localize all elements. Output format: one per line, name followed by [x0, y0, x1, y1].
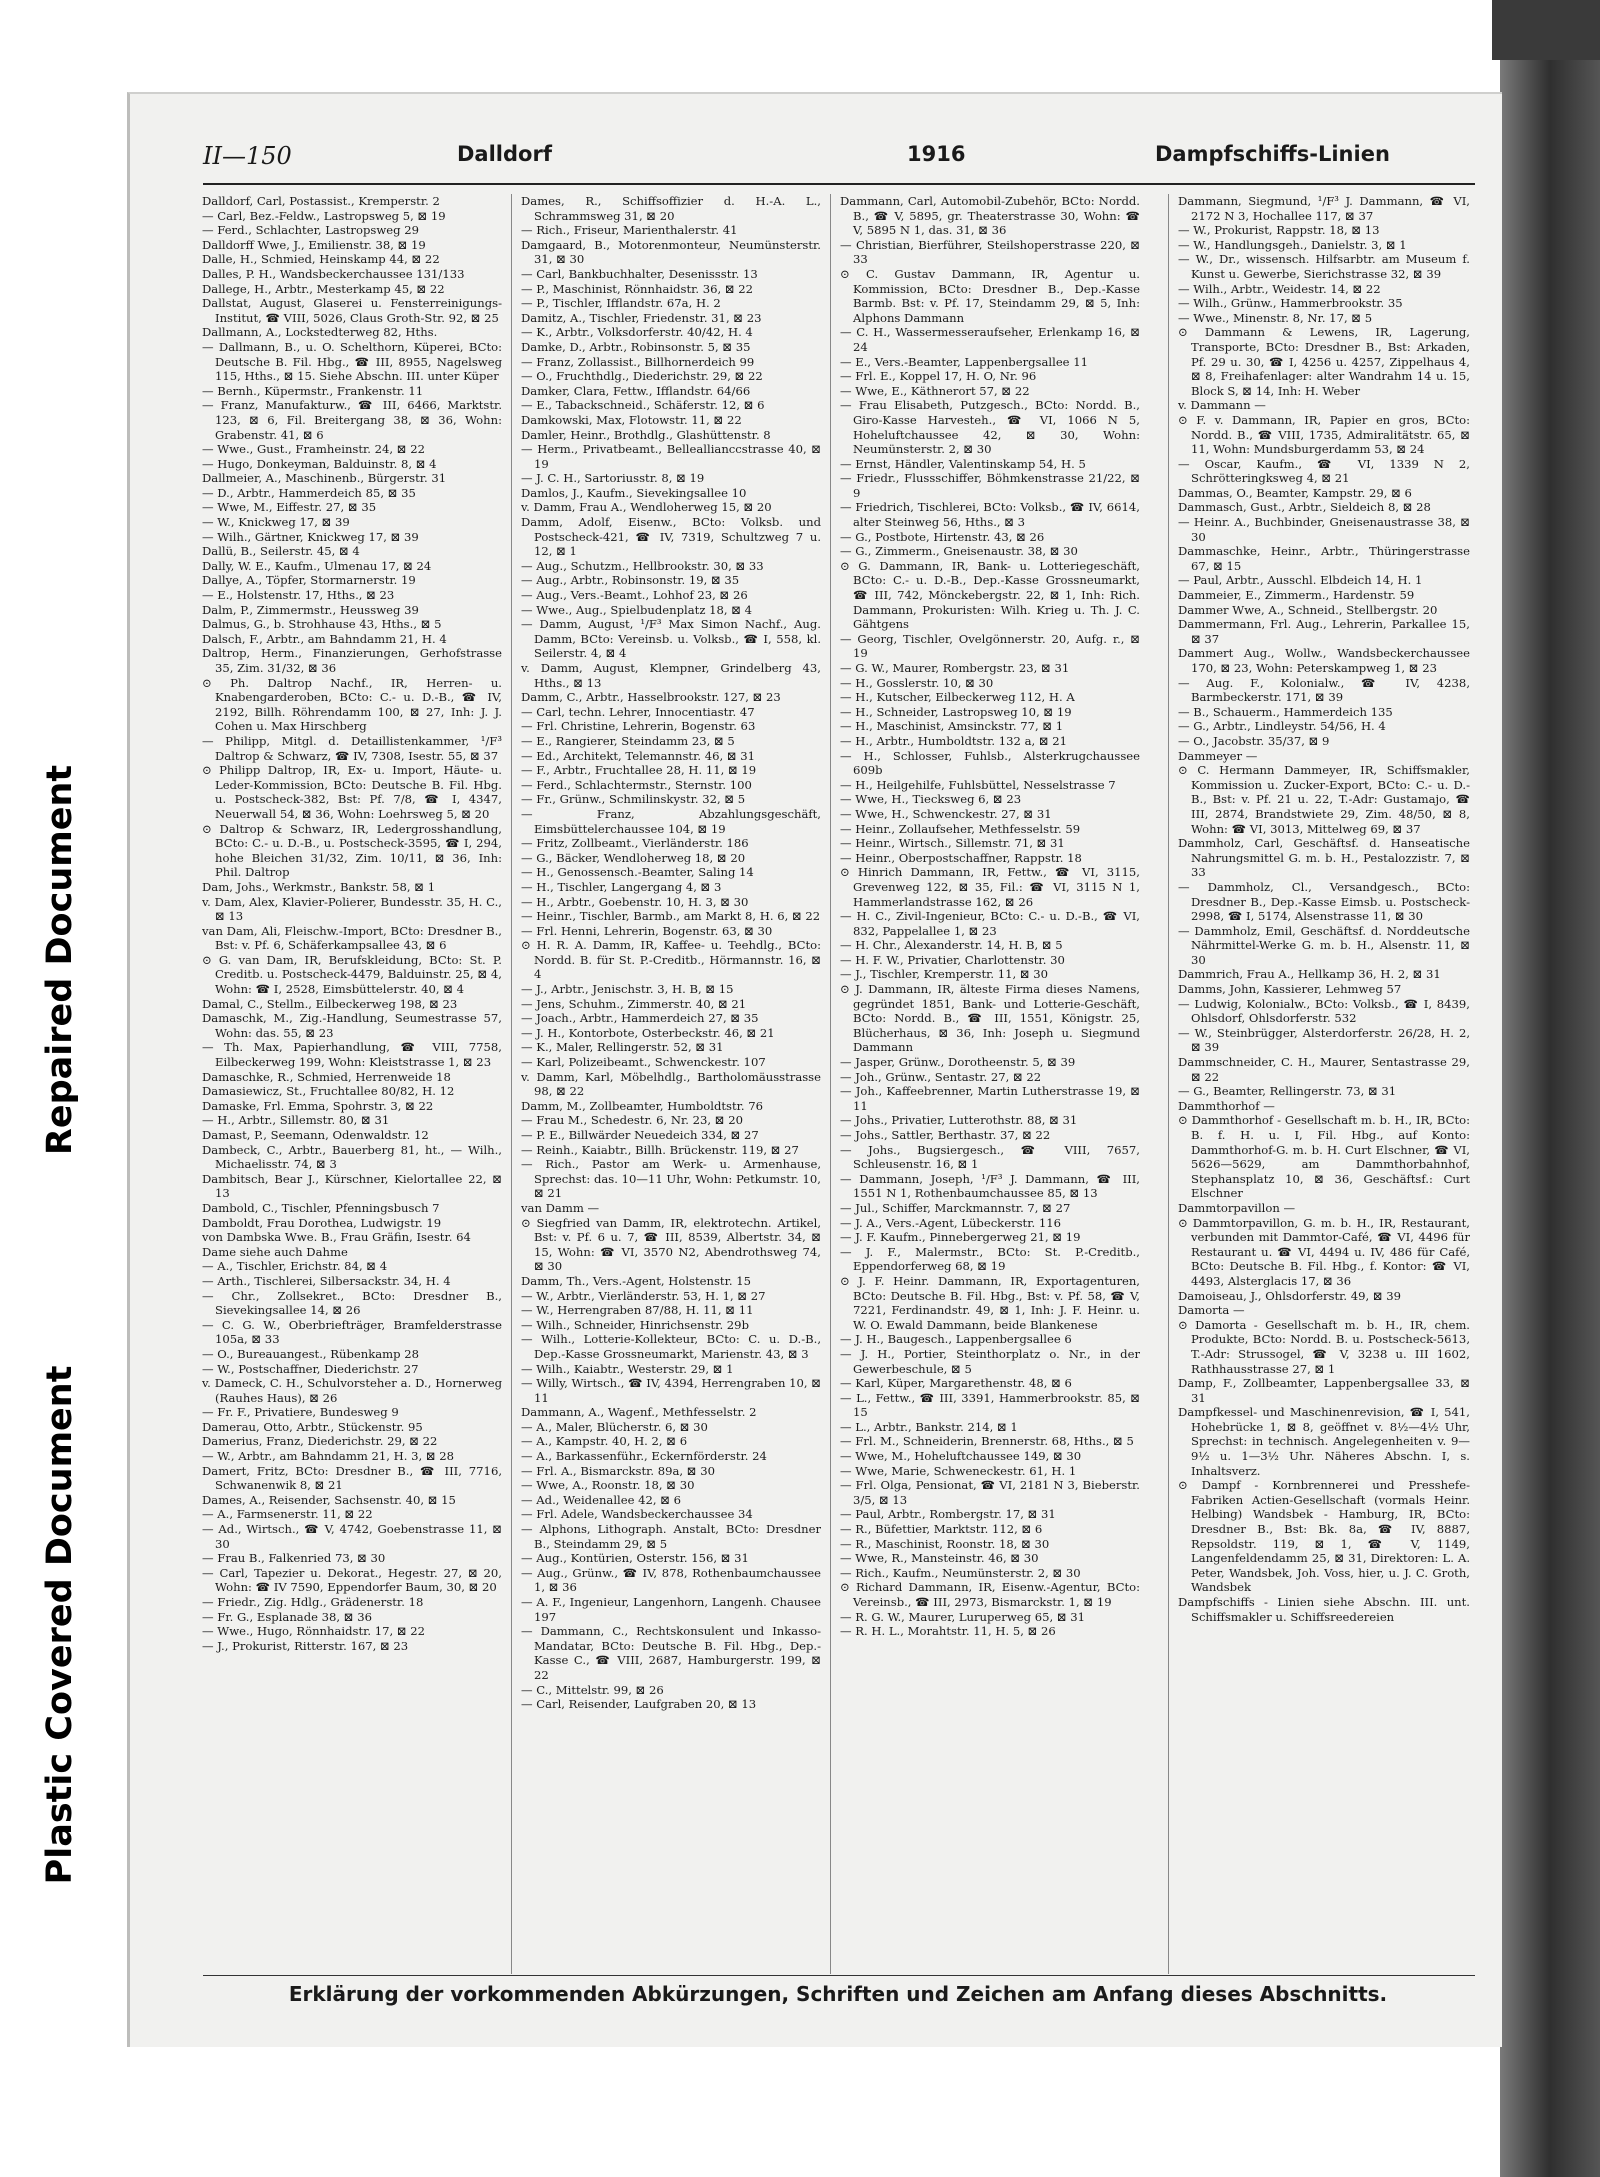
directory-entry: Damal, C., Stellm., Eilbeckerweg 198, ⊠ 23	[202, 996, 458, 1011]
directory-entry: ⊙ Damorta - Gesellschaft m. b. H., IR, chem. Produkte, BCto: Nordd. B. u. Postscheck-5613, T.-Adr: Strussogel, ☎ V, 3238 u. III 1602, Rathhausstrasse 27, ⊠ 1	[1178, 1317, 1470, 1376]
directory-entry: — Willy, Wirtsch., ☎ IV, 4394, Herrengraben 10, ⊠ 11	[521, 1376, 821, 1405]
directory-entry: — Wwe, A., Roonstr. 18, ⊠ 30	[521, 1478, 695, 1493]
directory-entry: — Carl, Tapezier u. Dekorat., Hegestr. 27, ⊠ 20, Wohn: ☎ IV 7590, Eppendorfer Baum, 30, ⊠ 20	[202, 1565, 502, 1595]
directory-entry: — Wwe, M., Eiffestr. 27, ⊠ 35	[202, 500, 377, 515]
directory-entry: — Fritz, Zollbeamt., Vierländerstr. 186	[521, 836, 749, 851]
directory-entry: Dames, A., Reisender, Sachsenstr. 40, ⊠ 15	[202, 1492, 456, 1507]
directory-entry: — Heinr. A., Buchbinder, Gneisenaustrasse 38, ⊠ 30	[1178, 515, 1470, 544]
directory-entry: Damboldt, Frau Dorothea, Ludwigstr. 19	[202, 1215, 442, 1230]
directory-entry: — Carl, Reisender, Laufgraben 20, ⊠ 13	[521, 1697, 757, 1712]
directory-entry: — O., Bureauangest., Rübenkamp 28	[202, 1346, 419, 1361]
directory-entry: — J. C. H., Sartoriusstr. 8, ⊠ 19	[521, 471, 705, 486]
directory-entry: — Ferd., Schlachter, Lastropsweg 29	[202, 223, 419, 238]
footer-rule	[203, 1975, 1475, 1976]
directory-entry: — Wwe, E., Käthnerort 57, ⊠ 22	[840, 383, 1030, 398]
directory-entry: Dam, Johs., Werkmstr., Bankstr. 58, ⊠ 1	[202, 879, 436, 894]
directory-entry: — H., Gosslerstr. 10, ⊠ 30	[840, 675, 994, 690]
directory-entry: — A., Kampstr. 40, H. 2, ⊠ 6	[521, 1434, 688, 1449]
directory-entry: — Frau M., Schedestr. 6, Nr. 23, ⊠ 20	[521, 1113, 743, 1128]
directory-entry: Dammaschke, Heinr., Arbtr., Thüringerstrasse 67, ⊠ 15	[1178, 544, 1470, 573]
directory-entry: — L., Arbtr., Bankstr. 214, ⊠ 1	[840, 1419, 1018, 1434]
directory-entry: ⊙ C. Hermann Dammeyer, IR, Schiffsmakler, Kommission u. Zucker-Export, BCto: C.- u. D.-B., Bst: v. Pf. 21 u. 22, T.-Adr: Gustamajo, ☎ III, 2874, Brandstwiete 29, Zim. 48/50, ⊠ 8, Wohn: ☎ VI, 3013, Mittelweg 69, ⊠ 37	[1178, 763, 1470, 836]
directory-entry: — Heinr., Oberpostschaffner, Rappstr. 18	[840, 850, 1082, 865]
directory-entry: Dallmann, A., Lockstedterweg 82, Hths.	[202, 325, 438, 340]
directory-entry: — W., Dr., wissensch. Hilfsarbtr. am Museum f. Kunst u. Gewerbe, Sierichstrasse 32, ⊠ 39	[1178, 252, 1470, 281]
directory-entry: — Joh., Kaffeebrenner, Martin Lutherstrasse 19, ⊠ 11	[840, 1084, 1140, 1113]
directory-entry: — A., Tischler, Erichstr. 84, ⊠ 4	[202, 1259, 388, 1274]
directory-entry: Dambold, C., Tischler, Pfenningsbusch 7	[202, 1200, 440, 1215]
directory-entry: — Frl. A., Bismarckstr. 89a, ⊠ 30	[521, 1463, 715, 1478]
directory-entry: v. Dammann —	[1178, 398, 1266, 413]
directory-entry: — Heinr., Zollaufseher, Methfesselstr. 59	[840, 821, 1081, 836]
directory-entry: — W., Arbtr., am Bahndamm 21, H. 3, ⊠ 28	[202, 1449, 455, 1464]
directory-entry: Dalmus, G., b. Strohhause 43, Hths., ⊠ 5	[202, 617, 442, 632]
directory-entry: — Wwe, H., Schwenckestr. 27, ⊠ 31	[840, 806, 1052, 821]
directory-entry: — Karl, Küper, Margarethenstr. 48, ⊠ 6	[840, 1376, 1072, 1391]
directory-entry: — Reinh., Kaiabtr., Billh. Brückenstr. 119, ⊠ 27	[521, 1142, 799, 1157]
directory-entry: Dammann, Carl, Automobil-Zubehör, BCto: Nordd. B., ☎ V, 5895, gr. Theaterstrasse 30, Wohn: ☎ V, 5895 N 1, das. 31, ⊠ 36	[840, 194, 1140, 238]
directory-entry: — Franz, Zollassist., Billhornerdeich 99	[521, 354, 755, 369]
directory-entry: ⊙ G. Dammann, IR, Bank- u. Lotteriegeschäft, BCto: C.- u. D.-B., Dep.-Kasse Grossneumarkt, ☎ III, 742, Mönckebergstr. 22, ⊠ 1, Inh: Rich. Dammann, Prokuristen: Wilh. Krieg u. Th. J. C. Gähtgens	[840, 558, 1140, 632]
directory-entry: — Frau B., Falkenried 73, ⊠ 30	[202, 1551, 386, 1566]
directory-entry: — Wilh., Arbtr., Weidestr. 14, ⊠ 22	[1178, 281, 1381, 296]
column-4	[1178, 194, 1470, 1974]
directory-entry: ⊙ Ph. Daltrop Nachf., IR, Herren- u. Knabengarderoben, BCto: C.- u. D.-B., ☎ IV, 2192, Billh. Röhrendamm 100, ⊠ 27, Inh: J. J. Cohen u. Max Hirschberg	[202, 675, 502, 734]
directory-entry: — Ad., Weidenallee 42, ⊠ 6	[521, 1492, 682, 1507]
directory-entry: — H., Arbtr., Humboldtstr. 132 a, ⊠ 21	[840, 733, 1068, 748]
directory-entry: — Heinr., Wirtsch., Sillemstr. 71, ⊠ 31	[840, 836, 1065, 851]
directory-entry: — Georg, Tischler, Ovelgönnerstr. 20, Aufg. r., ⊠ 19	[840, 631, 1140, 661]
footer-note: Erklärung der vorkommenden Abkürzungen, Schriften und Zeichen am Anfang dieses Abschnitts.	[288, 1982, 1388, 2006]
directory-entry: — Wwe., Minenstr. 8, Nr. 17, ⊠ 5	[1178, 310, 1373, 325]
directory-entry: Damaske, Frl. Emma, Spohrstr. 3, ⊠ 22	[202, 1098, 434, 1113]
directory-entry: — A., Barkassenführ., Eckernförderstr. 24	[521, 1449, 767, 1464]
directory-entry: — R., Maschinist, Roonstr. 18, ⊠ 30	[840, 1536, 1050, 1551]
page-number: II—150	[203, 142, 292, 170]
directory-entry: — Alphons, Lithograph. Anstalt, BCto: Dresdner B., Steindamm 29, ⊠ 5	[521, 1522, 821, 1551]
directory-entry: — Friedr., Flussschiffer, Böhmkenstrasse 21/22, ⊠ 9	[840, 471, 1140, 500]
directory-entry: ⊙ Dammthorhof - Gesellschaft m. b. H., IR, BCto: B. f. H. u. I, Fil. Hbg., auf Konto: Dammthorhof-G. m. b. H. Curt Elschner, ☎ VI, 5626—5629, am Dammthorbahnhof, Stephansplatz 10, ⊠ 36, Geschäftsf.: Curt Elschner	[1178, 1113, 1470, 1201]
directory-entry: — Fr., Grünw., Schmilinskystr. 32, ⊠ 5	[521, 792, 746, 807]
directory-entry: — Dammann, C., Rechtskonsulent und Inkasso-Mandatar, BCto: Deutsche B. Fil. Hbg., Dep.-Kasse C., ☎ VIII, 2687, Hamburgerstr. 199, ⊠ 22	[521, 1624, 821, 1682]
directory-entry: — Paul, Arbtr., Ausschl. Elbdeich 14, H. 1	[1178, 573, 1423, 588]
directory-entry: — Karl, Polizeibeamt., Schwenckestr. 107	[521, 1055, 766, 1070]
directory-entry: — H. Chr., Alexanderstr. 14, H. B, ⊠ 5	[840, 938, 1063, 953]
directory-entry: — J. H., Kontorbote, Osterbeckstr. 46, ⊠ 21	[521, 1025, 775, 1040]
directory-entry: Dampfkessel- und Maschinenrevision, ☎ I, 541, Hohebrücke 1, ⊠ 8, geöffnet v. 8½—4½ Uhr, Sprechst: in technisch. Angelegenheiten v. 9—9½ u. 1—3½ Uhr. Näheres Abschn. I, s. Inhaltsverz.	[1178, 1405, 1470, 1478]
directory-entry: — B., Schauerm., Hammerdeich 135	[1178, 704, 1393, 719]
directory-entry: — Fr. G., Esplanade 38, ⊠ 36	[202, 1609, 372, 1624]
directory-entry: Damm, C., Arbtr., Hasselbrookstr. 127, ⊠ 23	[521, 690, 781, 705]
directory-entry: Dame siehe auch Dahme	[202, 1244, 348, 1259]
directory-entry: Damert, Fritz, BCto: Dresdner B., ☎ III, 7716, Schwanenwik 8, ⊠ 21	[202, 1463, 502, 1493]
directory-entry: — Ludwig, Kolonialw., BCto: Volksb., ☎ I, 8439, Ohlsdorf, Ohlsdorferstr. 532	[1178, 996, 1470, 1026]
directory-entry: — Franz, Abzahlungsgeschäft, Eimsbüttelerchaussee 104, ⊠ 19	[521, 806, 821, 836]
directory-entry: Dammeyer —	[1178, 748, 1258, 763]
directory-entry: ⊙ Dampf - Kornbrennerei und Presshefe-Fabriken Actien-Gesellschaft (vormals Heinr. Helbing) Wandsbek - Hamburg, IR, BCto: Dresdner B., Bst: Bk. 8a, ☎ IV, 8887, Repsoldstr. 119, ⊠ 1, ☎ V, 1149, Langenfeldendamm 25, ⊠ 31, Direktoren: L. A. Peter, Wandsbek, Joh. Voss, hier, u. J. C. Groth, Wandsbek	[1178, 1478, 1470, 1595]
directory-entry: — G., Postbote, Hirtenstr. 43, ⊠ 26	[840, 529, 1045, 544]
directory-entry: — Johs., Privatier, Lutterothstr. 88, ⊠ 31	[840, 1113, 1078, 1128]
directory-entry: — J. A., Vers.-Agent, Lübeckerstr. 116	[840, 1215, 1061, 1230]
directory-entry: Damke, D., Arbtr., Robinsonstr. 5, ⊠ 35	[521, 339, 751, 354]
directory-entry: — J. H., Portier, Steinthorplatz o. Nr., in der Gewerbeschule, ⊠ 5	[840, 1346, 1140, 1376]
directory-entry: Dallye, A., Töpfer, Stormarnerstr. 19	[202, 573, 416, 588]
directory-entry: Damitz, A., Tischler, Friedenstr. 31, ⊠ 23	[521, 310, 762, 325]
directory-entry: Damerau, Otto, Arbtr., Stückenstr. 95	[202, 1419, 423, 1434]
directory-entry: Damasiewicz, St., Fruchtallee 80/82, H. 12	[202, 1084, 455, 1099]
directory-entry: — H., Heilgehilfe, Fuhlsbüttel, Nesselstrasse 7	[840, 777, 1116, 792]
directory-entry: Damm, M., Zollbeamter, Humboldtstr. 76	[521, 1098, 764, 1113]
directory-entry: — Carl, techn. Lehrer, Innocentiastr. 47	[521, 704, 755, 719]
directory-entry: ⊙ J. F. Heinr. Dammann, IR, Exportagenturen, BCto: Deutsche B. Fil. Hbg., Bst: v. Pf. 58, ☎ V, 7221, Ferdinandstr. 49, ⊠ 1, Inh: J. F. Heinr. u. W. O. Ewald Dammann, beide Blankenese	[840, 1273, 1140, 1332]
column-3	[840, 194, 1140, 1974]
page-header	[203, 142, 1473, 178]
directory-entry: Dammrich, Frau A., Hellkamp 36, H. 2, ⊠ 31	[1178, 967, 1441, 982]
directory-entry: Dallege, H., Arbtr., Mesterkamp 45, ⊠ 22	[202, 281, 445, 296]
directory-entry: — A., Farmsenerstr. 11, ⊠ 22	[202, 1507, 373, 1522]
directory-entry: von Dambska Wwe. B., Frau Gräfin, Isestr. 64	[202, 1230, 471, 1245]
directory-entry: Dames, R., Schiffsoffizier d. H.-A. L., Schrammsweg 31, ⊠ 20	[521, 194, 821, 223]
directory-entry: v. Damm, August, Klempner, Grindelberg 43, Hths., ⊠ 13	[521, 661, 821, 690]
directory-entry: — Damm, August, ¹/F³ Max Simon Nachf., Aug. Damm, BCto: Vereinsb. u. Volksb., ☎ I, 558, kl. Seilerstr. 4, ⊠ 4	[521, 617, 821, 661]
directory-entry: — Ferd., Schlachtermstr., Sternstr. 100	[521, 777, 752, 792]
directory-entry: Dalm, P., Zimmermstr., Heussweg 39	[202, 602, 419, 617]
directory-entry: v. Dam, Alex, Klavier-Polierer, Bundesstr. 35, H. C., ⊠ 13	[202, 894, 502, 924]
directory-entry: Damm, Adolf, Eisenw., BCto: Volksb. und Postscheck-421, ☎ IV, 7319, Schultzweg 7 u. 12, ⊠ 1	[521, 515, 821, 559]
directory-entry: — Wwe., Hugo, Rönnhaidstr. 17, ⊠ 22	[202, 1624, 426, 1639]
directory-entry: Dammer Wwe, A., Schneid., Stellbergstr. 20	[1178, 602, 1438, 617]
directory-entry: Damaschke, R., Schmied, Herrenweide 18	[202, 1069, 451, 1084]
directory-entry: — Philipp, Mitgl. d. Detaillistenkammer, ¹/F³ Daltrop & Schwarz, ☎ IV, 7308, Isestr. 55, ⊠ 37	[202, 733, 502, 763]
directory-entry: — H. C., Zivil-Ingenieur, BCto: C.- u. D.-B., ☎ VI, 832, Pappelallee 1, ⊠ 23	[840, 909, 1140, 938]
directory-entry: — Herm., Privatbeamt., Belleallianccstrasse 40, ⊠ 19	[521, 442, 821, 471]
directory-entry: — J. F., Malermstr., BCto: St. P.-Creditb., Eppendorferweg 68, ⊠ 19	[840, 1244, 1140, 1274]
directory-entry: — Aug., Schutzm., Hellbrookstr. 30, ⊠ 33	[521, 558, 764, 573]
directory-entry: — P. E., Billwärder Neuedeich 334, ⊠ 27	[521, 1128, 759, 1142]
directory-entry: — W., Knickweg 17, ⊠ 39	[202, 515, 350, 530]
directory-entry: — Wwe, Marie, Schweneckestr. 61, H. 1	[840, 1463, 1077, 1478]
page-year: 1916	[907, 142, 966, 166]
directory-entry: Dammasch, Gust., Arbtr., Sieldeich 8, ⊠ 28	[1178, 500, 1431, 515]
directory-entry: — Rich., Pastor am Werk- u. Armenhause, Sprechst: das. 10—11 Uhr, Wohn: Petkumstr. 10, ⊠ 21	[521, 1157, 821, 1201]
directory-entry: — K., Maler, Rellingerstr. 52, ⊠ 31	[521, 1040, 724, 1055]
directory-entry: — Wwe, R., Mansteinstr. 46, ⊠ 30	[840, 1551, 1039, 1566]
directory-entry: Dalsch, F., Arbtr., am Bahndamm 21, H. 4	[202, 631, 447, 646]
directory-entry: Dammas, O., Beamter, Kampstr. 29, ⊠ 6	[1178, 485, 1412, 500]
directory-entry: Damorta —	[1178, 1303, 1245, 1318]
directory-entry: — A., Maler, Blücherstr. 6, ⊠ 30	[521, 1419, 708, 1434]
directory-entry: — H., Schneider, Lastropsweg 10, ⊠ 19	[840, 704, 1072, 719]
directory-entry: Dallmeier, A., Maschinenb., Bürgerstr. 31	[202, 471, 447, 486]
directory-entry: Dambitsch, Bear J., Kürschner, Kielortallee 22, ⊠ 13	[202, 1171, 502, 1201]
directory-entry: Damkowski, Max, Flotowstr. 11, ⊠ 22	[521, 412, 742, 427]
header-rule	[203, 183, 1475, 185]
directory-entry: — C. H., Wassermesseraufseher, Erlenkamp 16, ⊠ 24	[840, 325, 1140, 354]
directory-entry: — Johs., Sattler, Berthastr. 37, ⊠ 22	[840, 1128, 1051, 1142]
directory-entry: — G. W., Maurer, Rombergstr. 23, ⊠ 31	[840, 661, 1070, 675]
directory-entry: — R., Büfettier, Marktstr. 112, ⊠ 6	[840, 1522, 1043, 1537]
directory-entry: — Wwe., Aug., Spielbudenplatz 18, ⊠ 4	[521, 602, 753, 617]
directory-entry: — F., Arbtr., Fruchtallee 28, H. 11, ⊠ 19	[521, 763, 757, 778]
directory-entry: ⊙ Richard Dammann, IR, Eisenw.-Agentur, BCto: Vereinsb., ☎ III, 2973, Bismarckstr. 1, ⊠ 19	[840, 1580, 1140, 1609]
directory-entry: Dambeck, C., Arbtr., Bauerberg 81, ht., — Wilh., Michaelisstr. 74, ⊠ 3	[202, 1142, 502, 1172]
directory-entry: ⊙ J. Dammann, IR, älteste Firma dieses Namens, gegründet 1851, Bank- und Lotterie-Geschäft, BCto: Nordd. B., ☎ III, 1551, Königstr. 25, Blücherhaus, ⊠ 36, Inh: Joseph u. Siegmund Dammann	[840, 982, 1140, 1055]
directory-entry: Dampfschiffs - Linien siehe Abschn. III. unt. Schiffsmakler u. Schiffsreedereien	[1178, 1595, 1470, 1624]
directory-entry: — J. H., Baugesch., Lappenbergsallee 6	[840, 1332, 1072, 1347]
directory-entry: — L., Fettw., ☎ III, 3391, Hammerbrookstr. 85, ⊠ 15	[840, 1390, 1140, 1420]
directory-entry: Dammann, A., Wagenf., Methfesselstr. 2	[521, 1405, 757, 1420]
directory-entry: — G., Arbtr., Lindleystr. 54/56, H. 4	[1178, 719, 1386, 734]
directory-entry: — Oscar, Kaufm., ☎ VI, 1339 N 2, Schrötteringksweg 4, ⊠ 21	[1178, 456, 1470, 486]
directory-entry: — H., Genossensch.-Beamter, Saling 14	[521, 865, 754, 880]
directory-entry: Damast, P., Seemann, Odenwaldstr. 12	[202, 1128, 429, 1142]
book-spine	[1500, 60, 1600, 2177]
directory-entry: — G., Beamter, Rellingerstr. 73, ⊠ 31	[1178, 1084, 1397, 1099]
directory-entry: — Wwe, H., Tiecksweg 6, ⊠ 23	[840, 792, 1022, 807]
directory-entry: — Johs., Bugsiergesch., ☎ VIII, 7657, Schleusenstr. 16, ⊠ 1	[840, 1142, 1140, 1172]
directory-entry: — Frl. Henni, Lehrerin, Bogenstr. 63, ⊠ 30	[521, 923, 773, 938]
directory-entry: — Paul, Arbtr., Rombergstr. 17, ⊠ 31	[840, 1507, 1056, 1522]
directory-entry: — Aug., Kontürien, Osterstr. 156, ⊠ 31	[521, 1551, 749, 1566]
directory-entry: — Ad., Wirtsch., ☎ V, 4742, Goebenstrasse 11, ⊠ 30	[202, 1522, 502, 1551]
directory-entry: Dammermann, Frl. Aug., Lehrerin, Parkallee 15, ⊠ 37	[1178, 617, 1470, 646]
directory-entry: Damlos, J., Kaufm., Sievekingsallee 10	[521, 485, 747, 500]
directory-entry: — Fr. F., Privatiere, Bundesweg 9	[202, 1405, 399, 1420]
directory-entry: — J., Arbtr., Jenischstr. 3, H. B, ⊠ 15	[521, 982, 734, 997]
directory-entry: Damgaard, B., Motorenmonteur, Neumünsterstr. 31, ⊠ 30	[521, 237, 821, 267]
directory-entry: v. Damm, Karl, Möbelhdlg., Bartholomäusstrasse 98, ⊠ 22	[521, 1069, 821, 1099]
directory-entry: Damerius, Franz, Diederichstr. 29, ⊠ 22	[202, 1434, 438, 1449]
directory-entry: — Aug., Arbtr., Robinsonstr. 19, ⊠ 35	[521, 573, 740, 588]
directory-entry: — P., Tischler, Ifflandstr. 67a, H. 2	[521, 296, 721, 311]
directory-entry: — H., Kutscher, Eilbeckerweg 112, H. A	[840, 690, 1075, 705]
directory-entry: Daltrop, Herm., Finanzierungen, Gerhofstrasse 35, Zim. 31/32, ⊠ 36	[202, 646, 502, 675]
directory-entry: — Hugo, Donkeyman, Balduinstr. 8, ⊠ 4	[202, 456, 437, 471]
directory-entry: — Friedrich, Tischlerei, BCto: Volksb., ☎ IV, 6614, alter Steinweg 56, Hths., ⊠ 3	[840, 500, 1140, 530]
column-divider	[1168, 194, 1169, 1974]
directory-entry: Dallstat, August, Glaserei u. Fensterreinigungs-Institut, ☎ VIII, 5026, Claus Groth-Str. 92, ⊠ 25	[202, 296, 502, 325]
sidebar	[0, 0, 120, 2177]
directory-entry: ⊙ Dammtorpavillon, G. m. b. H., IR, Restaurant, verbunden mit Dammtor-Café, ☎ VI, 4496 für Restaurant u. ☎ VI, 4494 u. IV, 486 für Café, BCto: Deutsche B. Fil. Hbg., f. Kontor: ☎ VI, 4493, Alsterglacis 17, ⊠ 36	[1178, 1215, 1470, 1288]
directory-entry: — Carl, Bankbuchhalter, Desenissstr. 13	[521, 266, 758, 281]
directory-entry: — H., Maschinist, Amsinckstr. 77, ⊠ 1	[840, 719, 1064, 734]
directory-entry: — H., Arbtr., Sillemstr. 80, ⊠ 31	[202, 1113, 390, 1128]
scan-edge	[1492, 0, 1600, 60]
directory-entry: — Christian, Bierführer, Steilshoperstrasse 220, ⊠ 33	[840, 237, 1140, 267]
directory-entry: — E., Vers.-Beamter, Lappenbergsallee 11	[840, 354, 1088, 369]
directory-entry: v. Dameck, C. H., Schulvorsteher a. D., Hornerweg (Rauhes Haus), ⊠ 26	[202, 1376, 502, 1405]
directory-entry: — Frl. Olga, Pensionat, ☎ VI, 2181 N 3, Bieberstr. 3/5, ⊠ 13	[840, 1478, 1140, 1507]
directory-entry: — Wwe, M., Hoheluftchaussee 149, ⊠ 30	[840, 1449, 1082, 1464]
directory-entry: — O., Fruchthdlg., Diederichstr. 29, ⊠ 22	[521, 369, 763, 384]
directory-page	[127, 92, 1502, 2047]
directory-entry: — J., Prokurist, Ritterstr. 167, ⊠ 23	[202, 1638, 409, 1653]
directory-entry: — A. F., Ingenieur, Langenhorn, Langenh. Chausee 197	[521, 1595, 821, 1624]
directory-entry: — D., Arbtr., Hammerdeich 85, ⊠ 35	[202, 485, 416, 500]
directory-entry: Dammschneider, C. H., Maurer, Sentastrasse 29, ⊠ 22	[1178, 1055, 1470, 1084]
directory-entry: — R. G. W., Maurer, Luruperweg 65, ⊠ 31	[840, 1609, 1086, 1624]
directory-entry: — H., Arbtr., Goebenstr. 10, H. 3, ⊠ 30	[521, 894, 749, 909]
directory-entry: — H., Tischler, Langergang 4, ⊠ 3	[521, 879, 722, 894]
directory-entry: ⊙ Philipp Daltrop, IR, Ex- u. Import, Häute- u. Leder-Kommission, BCto: Deutsche B. Fil. Hbg. u. Postscheck-382, Bst: Pf. 7/8, ☎ I, 4347, Neuerwall 54, ⊠ 36, Wohn: Loehrsweg 5, ⊠ 20	[202, 763, 502, 821]
directory-entry: ⊙ Siegfried van Damm, IR, elektrotechn. Artikel, Bst: v. Pf. 6 u. 7, ☎ III, 8539, Albertstr. 34, ⊠ 15, Wohn: ☎ VI, 3570 N2, Abendrothsweg 74, ⊠ 30	[521, 1215, 821, 1274]
directory-entry: — Jul., Schiffer, Marckmannstr. 7, ⊠ 27	[840, 1200, 1071, 1215]
directory-entry: — W., Postschaffner, Diederichstr. 27	[202, 1361, 419, 1376]
directory-entry: — Franz, Manufakturw., ☎ III, 6466, Marktstr. 123, ⊠ 6, Fil. Breitergang 38, ⊠ 36, Wohn: Grabenstr. 41, ⊠ 6	[202, 398, 502, 442]
directory-entry: — Frl. E., Koppel 17, H. O, Nr. 96	[840, 369, 1037, 384]
directory-entry: Damaschk, M., Zig.-Handlung, Seumestrasse 57, Wohn: das. 55, ⊠ 23	[202, 1011, 502, 1040]
left-heading: Dalldorf	[457, 142, 552, 166]
directory-entry: ⊙ Daltrop & Schwarz, IR, Ledergrosshandlung, BCto: C.- u. D.-B., u. Postscheck-3595, ☎ I, 294, hohe Bleichen 31/32, Zim. 10/11, ⊠ 36, Inh: Phil. Daltrop	[202, 821, 502, 880]
directory-entry: Damker, Clara, Fettw., Ifflandstr. 64/66	[521, 383, 751, 398]
directory-entry: — C., Mittelstr. 99, ⊠ 26	[521, 1682, 664, 1697]
directory-entry: — C. G. W., Oberbriefträger, Bramfelderstrasse 105a, ⊠ 33	[202, 1317, 502, 1347]
directory-entry: — Aug., Grünw., ☎ IV, 878, Rothenbaumchaussee 1, ⊠ 36	[521, 1565, 821, 1595]
directory-entry: — Ernst, Händler, Valentinskamp 54, H. 5	[840, 456, 1086, 471]
repaired-document-label: Repaired Document	[40, 764, 80, 1156]
directory-entry: ⊙ C. Gustav Dammann, IR, Agentur u. Kommission, BCto: Dresdner B., Dep.-Kasse Barmb. Bst: v. Pf. 17, Steindamm 29, ⊠ 5, Inh: Alphons Dammann	[840, 266, 1140, 325]
directory-entry: — Frl. Christine, Lehrerin, Bogenstr. 63	[521, 719, 756, 734]
directory-entry: — J., Tischler, Kremperstr. 11, ⊠ 30	[840, 967, 1049, 982]
directory-entry: — Frl. Adele, Wandsbeckerchaussee 34	[521, 1507, 753, 1522]
directory-entry: — Chr., Zollsekret., BCto: Dresdner B., Sievekingsallee 14, ⊠ 26	[202, 1288, 502, 1318]
directory-entry: van Damm —	[521, 1200, 600, 1215]
directory-entry: — R. H. L., Morahtstr. 11, H. 5, ⊠ 26	[840, 1624, 1056, 1639]
column-1	[202, 194, 502, 1974]
directory-entry: — G., Zimmerm., Gneisenaustr. 38, ⊠ 30	[840, 544, 1078, 559]
directory-entry: van Dam, Ali, Fleischw.-Import, BCto: Dresdner B., Bst: v. Pf. 6, Schäferkampsallee 43, ⊠ 6	[202, 923, 502, 953]
directory-entry: — Bernh., Küpermstr., Frankenstr. 11	[202, 383, 424, 398]
directory-entry: Dallü, B., Seilerstr. 45, ⊠ 4	[202, 544, 360, 559]
directory-entry: ⊙ Hinrich Dammann, IR, Fettw., ☎ VI, 3115, Grevenweg 122, ⊠ 35, Fil.: ☎ VI, 3115 N 1, Hammerlandstrasse 162, ⊠ 26	[840, 865, 1140, 909]
directory-entry: — E., Rangierer, Steindamm 23, ⊠ 5	[521, 733, 735, 748]
directory-entry: — W., Prokurist, Rappstr. 18, ⊠ 13	[1178, 223, 1380, 238]
directory-entry: — E., Tabackschneid., Schäferstr. 12, ⊠ 6	[521, 398, 765, 413]
directory-entry: — Wilh., Gärtner, Knickweg 17, ⊠ 39	[202, 529, 419, 544]
directory-entry: Dammeier, E., Zimmerm., Hardenstr. 59	[1178, 588, 1415, 603]
directory-entry: Damoiseau, J., Ohlsdorferstr. 49, ⊠ 39	[1178, 1288, 1402, 1303]
directory-entry: Damms, John, Kassierer, Lehmweg 57	[1178, 982, 1402, 997]
directory-entry: — Friedr., Zig. Hdlg., Grädenerstr. 18	[202, 1595, 424, 1609]
directory-entry: — H. F. W., Privatier, Charlottenstr. 30	[840, 952, 1065, 967]
directory-entry: — Wilh., Lotterie-Kollekteur, BCto: C. u. D.-B., Dep.-Kasse Grossneumarkt, Marienstr. 43, ⊠ 3	[521, 1332, 821, 1361]
directory-entry: Dammann, Siegmund, ¹/F³ J. Dammann, ☎ VI, 2172 N 3, Hochallee 117, ⊠ 37	[1178, 194, 1470, 223]
directory-entry: — Wilh., Kaiabtr., Westerstr. 29, ⊠ 1	[521, 1361, 734, 1376]
directory-entry: — Aug. F., Kolonialw., ☎ IV, 4238, Barmbeckerstr. 171, ⊠ 39	[1178, 675, 1470, 705]
directory-entry: Damler, Heinr., Brothdlg., Glashüttenstr. 8	[521, 427, 771, 442]
directory-entry: — Wwe., Gust., Framheinstr. 24, ⊠ 22	[202, 442, 425, 457]
directory-entry: Damp, F., Zollbeamter, Lappenbergsallee 33, ⊠ 31	[1178, 1376, 1470, 1405]
directory-entry: — J. F. Kaufm., Pinnebergerweg 21, ⊠ 19	[840, 1230, 1081, 1245]
column-divider	[830, 194, 831, 1974]
plastic-covered-document-label: Plastic Covered Document	[40, 1365, 80, 1885]
directory-entry: — Frl. M., Schneiderin, Brennerstr. 68, Hths., ⊠ 5	[840, 1434, 1134, 1449]
column-divider	[511, 194, 512, 1974]
directory-entry: ⊙ H. R. A. Damm, IR, Kaffee- u. Teehdlg., BCto: Nordd. B. für St. P.-Creditb., Hörmannstr. 16, ⊠ 4	[521, 938, 821, 982]
directory-entry: — Joh., Grünw., Sentastr. 27, ⊠ 22	[840, 1069, 1042, 1084]
directory-entry: Dally, W. E., Kaufm., Ulmenau 17, ⊠ 24	[202, 558, 432, 573]
directory-entry: — W., Herrengraben 87/88, H. 11, ⊠ 11	[521, 1303, 754, 1318]
directory-entry: — Wilh., Grünw., Hammerbrookstr. 35	[1178, 296, 1403, 311]
directory-entry: Dammtorpavillon —	[1178, 1200, 1296, 1215]
directory-entry: — Heinr., Tischler, Barmb., am Markt 8, H. 6, ⊠ 22	[521, 909, 821, 924]
directory-entry: — Arth., Tischlerei, Silbersackstr. 34, H. 4	[202, 1273, 451, 1288]
directory-entry: — Dammann, Joseph, ¹/F³ J. Dammann, ☎ III, 1551 N 1, Rothenbaumchaussee 85, ⊠ 13	[840, 1171, 1140, 1201]
directory-entry: — W., Arbtr., Vierländerstr. 53, H. 1, ⊠ 27	[521, 1288, 766, 1303]
directory-entry: Dammert Aug., Wollw., Wandsbeckerchaussee 170, ⊠ 23, Wohn: Peterskampweg 1, ⊠ 23	[1178, 646, 1470, 675]
directory-entry: Damm, Th., Vers.-Agent, Holstenstr. 15	[521, 1273, 751, 1288]
directory-entry: — W., Steinbrügger, Alsterdorferstr. 26/28, H. 2, ⊠ 39	[1178, 1025, 1470, 1055]
directory-entry: — Joach., Arbtr., Hammerdeich 27, ⊠ 35	[521, 1011, 759, 1026]
directory-entry: — H., Schlosser, Fuhlsb., Alsterkrugchaussee 609b	[840, 748, 1140, 778]
directory-entry: — Dallmann, B., u. O. Schelthorn, Küperei, BCto: Deutsche B. Fil. Hbg., ☎ III, 8955, Nagelsweg 115, Hths., ⊠ 15. Siehe Abschn. III. unter Küper	[202, 339, 502, 384]
directory-entry: — Ed., Architekt, Telemannstr. 46, ⊠ 31	[521, 748, 756, 763]
directory-entry: Dammthorhof —	[1178, 1098, 1275, 1113]
directory-entry: Dalle, H., Schmied, Heinskamp 44, ⊠ 22	[202, 252, 440, 267]
directory-entry: — W., Handlungsgeh., Danielstr. 3, ⊠ 1	[1178, 237, 1407, 252]
directory-entry: — Th. Max, Papierhandlung, ☎ VIII, 7758, Eilbeckerweg 199, Wohn: Kleiststrasse 1, ⊠ 23	[202, 1040, 502, 1070]
directory-entry: — P., Maschinist, Rönnhaidstr. 36, ⊠ 22	[521, 281, 754, 296]
directory-entry: ⊙ Dammann & Lewens, IR, Lagerung, Transporte, BCto: Dresdner B., Bst: Arkaden, Pf. 29 u. 30, ☎ I, 4256 u. 4257, Zippelhaus 4, ⊠ 8, Freihafenlager: alter Wandrahm 14 u. 15, Block S, ⊠ 14, Inh: H. Weber	[1178, 325, 1470, 398]
directory-entry: — Jens, Schuhm., Zimmerstr. 40, ⊠ 21	[521, 996, 747, 1011]
directory-entry: — Frau Elisabeth, Putzgesch., BCto: Nordd. B., Giro-Kasse Harvesteh., ☎ VI, 1066 N 5, Hoheluftchaussee 42, ⊠ 30, Wohn: Neumünsterstr. 2, ⊠ 30	[840, 398, 1140, 457]
directory-entry: — Jasper, Grünw., Dorotheenstr. 5, ⊠ 39	[840, 1055, 1076, 1070]
directory-entry: — E., Holstenstr. 17, Hths., ⊠ 23	[202, 588, 395, 603]
directory-entry: — Wilh., Schneider, Hinrichsenstr. 29b	[521, 1317, 749, 1332]
directory-entry: — Aug., Vers.-Beamt., Lohhof 23, ⊠ 26	[521, 588, 748, 603]
directory-entry: v. Damm, Frau A., Wendloherweg 15, ⊠ 20	[521, 500, 772, 515]
directory-entry: Dalldorf, Carl, Postassist., Kremperstr. 2	[202, 194, 440, 208]
column-2	[521, 194, 821, 1974]
directory-entry: ⊙ G. van Dam, IR, Berufskleidung, BCto: St. P. Creditb. u. Postscheck-4479, Balduinstr. 25, ⊠ 4, Wohn: ☎ I, 2528, Eimsbüttelerstr. 40, ⊠ 4	[202, 952, 502, 997]
directory-entry: — G., Bäcker, Wendloherweg 18, ⊠ 20	[521, 850, 746, 865]
directory-entry: — Carl, Bez.-Feldw., Lastropsweg 5, ⊠ 19	[202, 208, 446, 223]
directory-entry: — Rich., Kaufm., Neumünsterstr. 2, ⊠ 30	[840, 1565, 1081, 1580]
directory-entry: — Dammholz, Emil, Geschäftsf. d. Norddeutsche Nährmittel-Werke G. m. b. H., Alsenstr. 11, ⊠ 30	[1178, 923, 1470, 967]
right-heading: Dampfschiffs-Linien	[1155, 142, 1390, 166]
directory-entry: — K., Arbtr., Volksdorferstr. 40/42, H. 4	[521, 325, 753, 340]
directory-entry: — Rich., Friseur, Marienthalerstr. 41	[521, 223, 738, 238]
directory-entry: — O., Jacobstr. 35/37, ⊠ 9	[1178, 733, 1330, 748]
directory-entry: Dalldorff Wwe, J., Emilienstr. 38, ⊠ 19	[202, 237, 426, 252]
directory-entry: — Dammholz, Cl., Versandgesch., BCto: Dresdner B., Dep.-Kasse Eimsb. u. Postscheck-2998, ☎ I, 5174, Alsenstrasse 11, ⊠ 30	[1178, 879, 1470, 924]
directory-entry: Dammholz, Carl, Geschäftsf. d. Hanseatische Nahrungsmittel G. m. b. H., Pestalozzistr. 7, ⊠ 33	[1178, 836, 1470, 880]
directory-entry: Dalles, P. H., Wandsbeckerchaussee 131/133	[202, 266, 465, 281]
directory-entry: ⊙ F. v. Dammann, IR, Papier en gros, BCto: Nordd. B., ☎ VIII, 1735, Admiralitätstr. 65, ⊠ 11, Wohn: Mundsburgerdamm 53, ⊠ 24	[1178, 412, 1470, 457]
